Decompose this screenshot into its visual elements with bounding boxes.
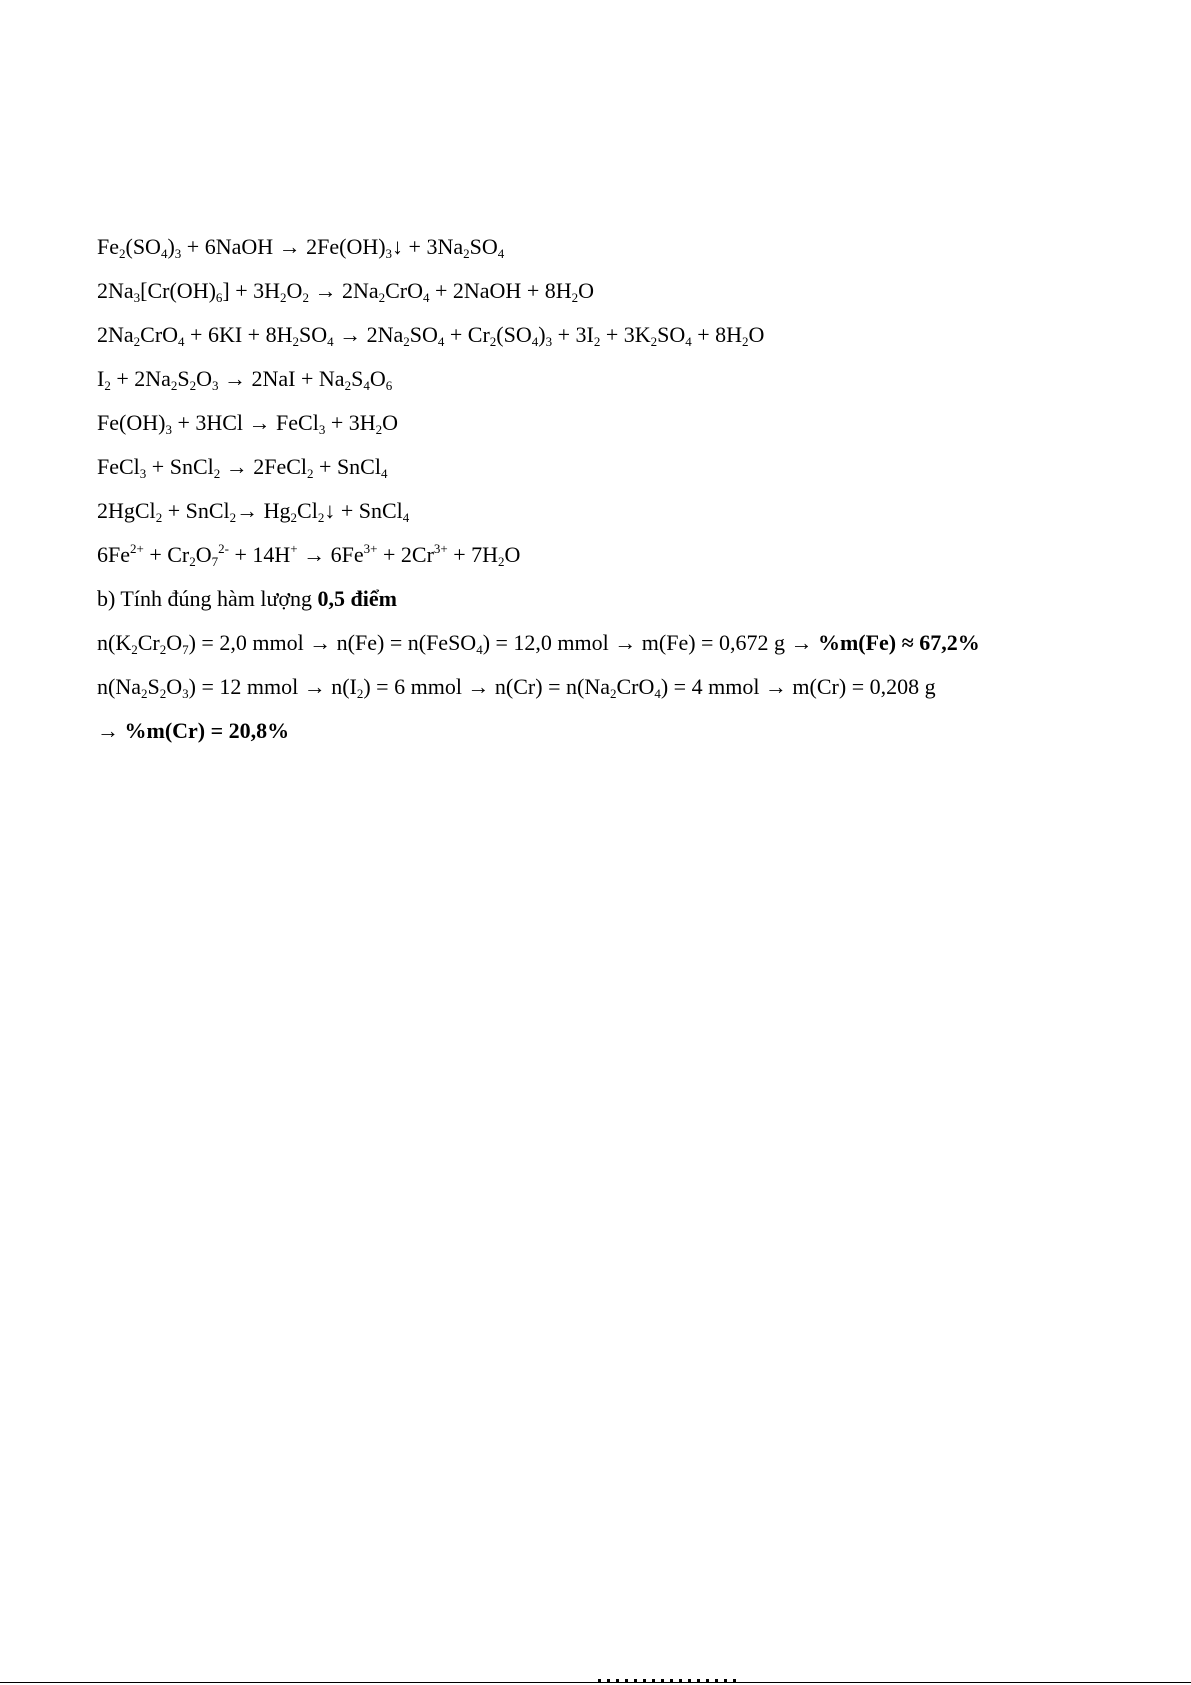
part-b-score: 0,5 điểm bbox=[317, 586, 397, 611]
result-cr-line bbox=[97, 718, 1097, 748]
part-b-heading: b) Tính đúng hàm lượng 0,5 điểm bbox=[97, 586, 397, 611]
calculation-fe: $n(K_2Cr_2O_7) = 2,0$ mmol → n(Fe) = n(FeSO$_4$) = 12,0 mmol → m(Fe) = 0,672 g → %m(Fe) ≈ 67,2% bbox=[97, 630, 980, 657]
equation-na2cro4-ki: $2Na_2CrO_4 + 6KI + 8H_2SO_4 \to 2Na_2SO_4 + Cr_2(SO_4)_3 + 3I_2 + 3K_2SO_4 + 8H_2O$ bbox=[97, 322, 765, 349]
arrow-glyph: → bbox=[97, 718, 119, 743]
calculation-cr: $n(Na_2S_2O_3) = 12$ mmol → $n(I_2) = 6$ mmol → $n(Cr) = n(Na_2CrO_4) = 4$ mmol → m(Cr) = 0,208 g bbox=[97, 674, 936, 701]
answer-content bbox=[97, 234, 1097, 748]
result-fe-percent: %m(Fe) ≈ 67,2% bbox=[817, 630, 980, 655]
result-cr-percent: %m(Cr) = 20,8% bbox=[124, 718, 290, 743]
equation-fe2so43-naoh: $Fe_2(SO_4)_3$ + 6NaOH → $2Fe(OH)_3↓ + 3Na_2SO_4$ bbox=[97, 234, 505, 261]
equation-ionic-fe-cr: $6Fe^{2+} + Cr_2O_7^{2-} + 14H^+ \to 6Fe^{3+} + 2Cr^{3+} + 7H_2O$ bbox=[97, 541, 521, 569]
equation-i2-na2s2o3: $I_2 + 2Na_2S_2O_3 \to 2NaI + Na_2S_4O_6$ bbox=[97, 366, 393, 393]
equation-fecl3-sncl2: FeCl$_3$ + SnCl$_2$ → 2FeCl$_2$ + SnCl$_4$ bbox=[97, 454, 388, 481]
footer-rule bbox=[0, 1682, 1191, 1683]
equation-na3croh6-h2o2: $2Na_3[Cr(OH)_6] + 3H_2O_2 \to 2Na_2CrO_4$ + 2NaOH + $8H_2O$ bbox=[97, 278, 595, 305]
equation-feoh3-hcl: $Fe(OH)_3 + 3HCl$ → FeCl$_3$ + $3H_2O$ bbox=[97, 410, 398, 437]
footer-mark bbox=[598, 1679, 738, 1683]
equation-hgcl2-sncl2: 2HgCl$_2$ + SnCl$_2$→ $Hg_2Cl_2↓$ + SnCl$_4$ bbox=[97, 498, 410, 525]
